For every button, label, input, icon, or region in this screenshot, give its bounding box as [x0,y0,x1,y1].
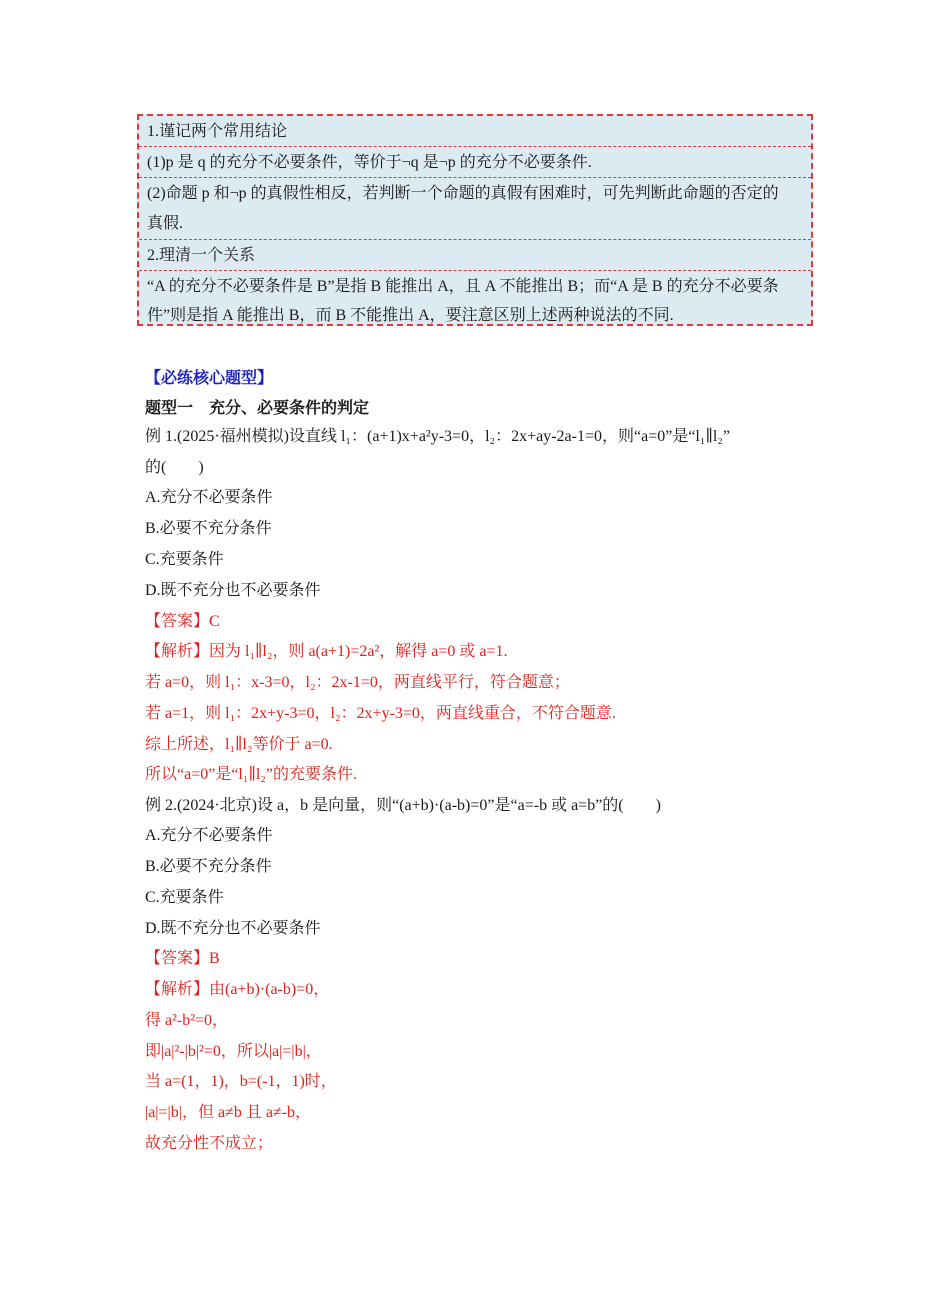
key-conclusions-box [137,114,813,326]
example-1-question-line-2: 的( ) [145,459,204,476]
example-1-solution-line: 所以“a=0”是“l₁∥l₂”的充要条件. [145,766,357,783]
note-item-3-line-2: 件”则是指 A 能推出 B，而 B 不能推出 A，要注意区别上述两种说法的不同. [147,307,674,324]
example-2-option-a: A.充分不必要条件 [145,827,273,844]
example-2-solution-line: 故充分性不成立； [145,1135,274,1152]
example-1-answer: 【答案】C [145,613,220,630]
example-1-solution-line: 综上所述，l₁∥l₂等价于 a=0. [145,736,333,753]
example-1-solution-line: 【解析】因为 l₁∥l₂，则 a(a+1)=2a²，解得 a=0 或 a=1. [145,643,508,660]
example-2-solution-line: 得 a²-b²=0， [145,1012,229,1029]
example-1-solution-line: 若 a=1，则 l₁：2x+y-3=0，l₂：2x+y-3=0，两直线重合，不符合题意. [145,705,616,722]
note-heading-1: 1.谨记两个常用结论 [147,123,288,140]
example-2-option-b: B.必要不充分条件 [145,858,272,875]
example-1-option-b: B.必要不充分条件 [145,520,272,537]
note-item-2-line-1: (2)命题 p 和¬p 的真假性相反，若判断一个命题的真假有困难时，可先判断此命题的否定的 [147,185,779,202]
example-2-solution-line: |a|=|b|，但 a≠b 且 a≠-b， [145,1104,312,1121]
note-heading-2: 2.理清一个关系 [147,247,256,264]
example-2-solution-line: 当 a=(1，1)，b=(-1，1)时， [145,1073,337,1090]
note-item-3-line-1: “A 的充分不必要条件是 B”是指 B 能推出 A，且 A 不能推出 B；而“A 是 B 的充分不必要条 [147,278,779,295]
question-type-title: 题型一 充分、必要条件的判定 [145,400,370,417]
example-2-option-c: C.充要条件 [145,889,224,906]
example-2-option-d: D.既不充分也不必要条件 [145,920,321,937]
example-1-solution-line: 若 a=0，则 l₁：x-3=0，l₂：2x-1=0，两直线平行，符合题意； [145,674,570,691]
example-2-solution-line: 即|a|²-|b|²=0，所以|a|=|b|， [145,1043,322,1060]
section-title: 【必练核心题型】 [145,370,274,387]
example-2-question: 例 2.(2024·北京)设 a，b 是向量，则“(a+b)·(a-b)=0”是“a=-b 或 a=b”的( ) [145,797,661,814]
example-2-solution-line: 【解析】由(a+b)·(a-b)=0， [145,981,330,998]
example-1-option-c: C.充要条件 [145,551,224,568]
note-item-2-line-2: 真假. [147,215,184,232]
note-item-1: (1)p 是 q 的充分不必要条件，等价于¬q 是¬p 的充分不必要条件. [147,154,592,171]
example-1-question-line-1: 例 1.(2025·福州模拟)设直线 l₁：(a+1)x+a²y-3=0，l₂：2x+ay-2a-1=0，则“a=0”是“l₁∥l₂” [145,428,730,445]
example-1-option-d: D.既不充分也不必要条件 [145,582,321,599]
example-2-answer: 【答案】B [145,950,220,967]
example-1-option-a: A.充分不必要条件 [145,489,273,506]
